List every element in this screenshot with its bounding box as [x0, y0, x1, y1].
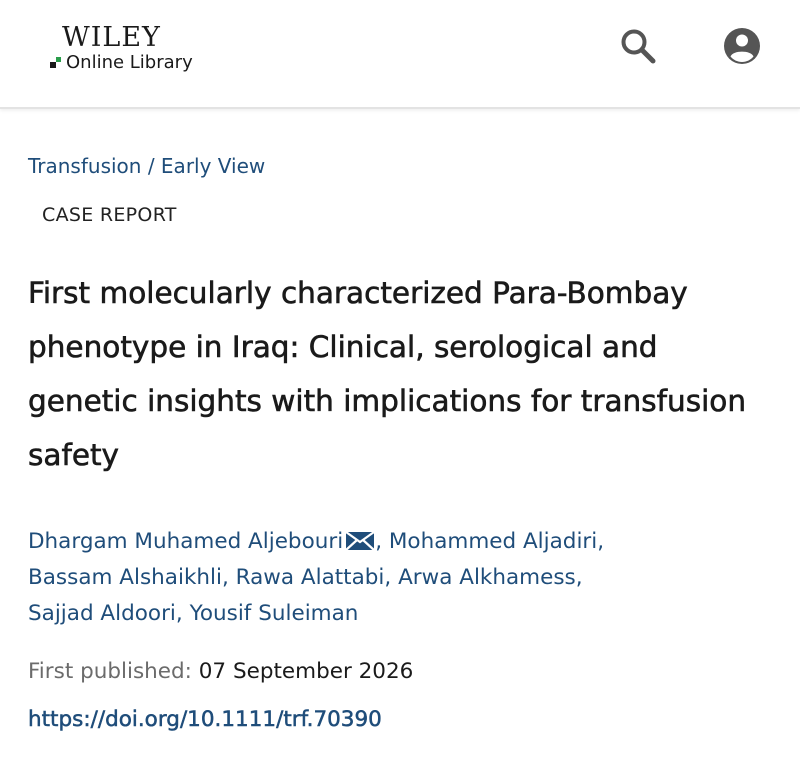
doi-link[interactable]: https://doi.org/10.1111/trf.70390 [28, 707, 382, 732]
author-separator: , [575, 565, 583, 590]
breadcrumb [28, 152, 265, 180]
author-separator: , [597, 529, 605, 554]
author-separator: , [221, 565, 229, 590]
author-link[interactable]: Bassam Alshaikhli [28, 565, 222, 590]
author-link[interactable]: Arwa Alkhamess [398, 565, 576, 590]
article-type-label: CASE REPORT [42, 204, 177, 226]
author-link[interactable]: Sajjad Aldoori [28, 601, 176, 626]
author-link[interactable]: Dhargam Muhamed Aljebouri [28, 529, 344, 554]
author-link[interactable]: Mohammed Aljadiri [388, 529, 598, 554]
breadcrumb-journal-link[interactable]: Transfusion [28, 154, 142, 178]
mail-icon[interactable] [345, 531, 375, 551]
breadcrumb-separator: / [141, 154, 161, 178]
search-button[interactable] [616, 24, 660, 68]
author-separator: , [375, 529, 383, 554]
logo-brand-text: WILEY [62, 22, 161, 53]
author-link[interactable]: Yousif Suleiman [189, 601, 359, 626]
first-published-label: First published: [28, 659, 192, 684]
logo-mark-icon [50, 57, 62, 69]
author-separator: , [384, 565, 392, 590]
account-button[interactable] [720, 24, 764, 68]
logo-product-text: Online Library [66, 52, 193, 73]
first-published-date: 07 September 2026 [198, 659, 414, 684]
author-separator: , [175, 601, 183, 626]
author-list [28, 524, 768, 632]
search-icon [616, 24, 660, 68]
breadcrumb-issue-link[interactable]: Early View [160, 154, 266, 178]
site-header [0, 0, 800, 109]
article-title: First molecularly characterized Para-Bombay phenotype in Iraq: Clinical, serological and genetic insights with implications for transfusion safety [28, 276, 747, 472]
author-link[interactable]: Rawa Alattabi [235, 565, 385, 590]
account-circle-icon [720, 24, 764, 68]
first-published [28, 656, 413, 688]
wiley-online-library-logo[interactable] [50, 22, 210, 78]
